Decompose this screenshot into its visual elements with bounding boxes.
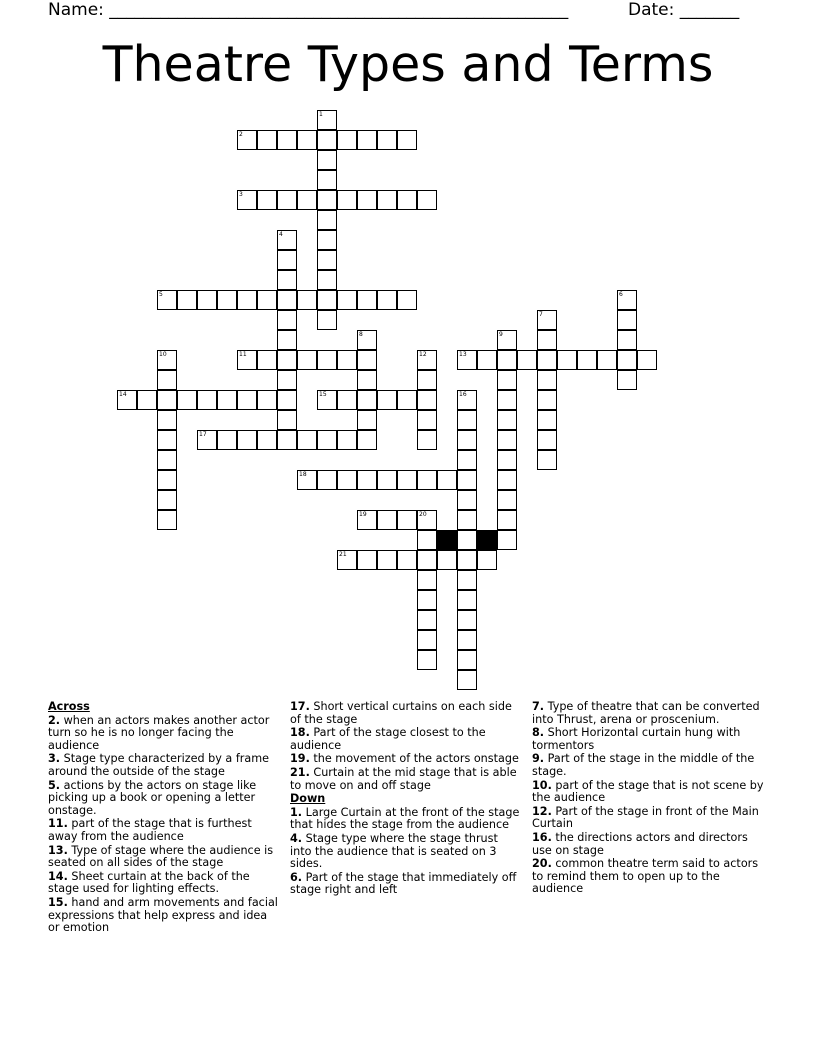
grid-cell[interactable] (537, 450, 557, 470)
clue-number: 20 (419, 511, 427, 518)
grid-cell[interactable] (457, 470, 477, 490)
clue-number-label: 1. (290, 805, 303, 819)
grid-cell[interactable] (537, 410, 557, 430)
grid-cell[interactable] (457, 570, 477, 590)
grid-cell[interactable] (377, 470, 397, 490)
grid-cell[interactable] (477, 350, 497, 370)
grid-cell[interactable] (377, 190, 397, 210)
clue-text: Part of the stage closest to the audience (290, 726, 486, 752)
clue-text: when an actors makes another actor turn so he is no longer facing the audience (48, 713, 270, 752)
page-title: Theatre Types and Terms (102, 36, 714, 93)
grid-cell[interactable] (517, 350, 537, 370)
grid-cell[interactable] (317, 290, 337, 310)
grid-cell[interactable] (457, 490, 477, 510)
clue-number-label: 8. (532, 726, 545, 740)
clue-text: part of the stage that is furthest away from the audience (48, 817, 252, 843)
grid-cell[interactable] (237, 350, 257, 370)
clue-number: 1 (319, 111, 323, 118)
grid-cell[interactable] (417, 610, 437, 630)
grid-cell[interactable] (317, 270, 337, 290)
clue-text: common theatre term said to actors to remind them to open up to the audience (532, 857, 759, 896)
clue-text: actions by the actors on stage like picking up a book or opening a letter onstage. (48, 778, 257, 817)
grid-cell[interactable] (357, 130, 377, 150)
grid-cell[interactable] (277, 290, 297, 310)
grid-cell[interactable] (217, 430, 237, 450)
clues-column-1 (48, 701, 280, 936)
clue-item (532, 806, 767, 831)
clue-number-label: 4. (290, 831, 303, 845)
grid-cell[interactable] (497, 390, 517, 410)
grid-cell[interactable] (157, 430, 177, 450)
grid-cell[interactable] (617, 350, 637, 370)
grid-cell[interactable] (597, 350, 617, 370)
grid-cell[interactable] (297, 430, 317, 450)
grid-cell[interactable] (337, 390, 357, 410)
grid-cell[interactable] (457, 650, 477, 670)
clue-number-label: 12. (532, 804, 552, 818)
grid-cell[interactable] (457, 630, 477, 650)
grid-cell[interactable] (417, 350, 437, 370)
grid-cell[interactable] (277, 310, 297, 330)
clues-column-3 (532, 701, 767, 897)
grid-cell[interactable] (237, 430, 257, 450)
clue-number-label: 21. (290, 765, 310, 779)
grid-cell[interactable] (337, 350, 357, 370)
clue-item (532, 701, 767, 726)
grid-cell[interactable] (457, 410, 477, 430)
clue-number-label: 6. (290, 870, 303, 884)
grid-cell[interactable] (217, 290, 237, 310)
clue-item (290, 701, 522, 726)
down-heading: Down (290, 792, 326, 806)
grid-cell[interactable] (297, 130, 317, 150)
clue-item (48, 715, 280, 753)
clue-number: 21 (339, 551, 347, 558)
grid-cell[interactable] (617, 370, 637, 390)
clue-number-label: 17. (290, 700, 310, 713)
grid-cell[interactable] (537, 310, 557, 330)
clue-text: Sheet curtain at the back of the stage used for lighting effects. (48, 869, 250, 896)
grid-cell[interactable] (497, 470, 517, 490)
grid-cell[interactable] (277, 410, 297, 430)
clue-text: Large Curtain at the front of the stage that hides the stage from the audience (290, 805, 520, 832)
grid-cell[interactable] (277, 230, 297, 250)
clue-item (532, 858, 767, 896)
grid-cell[interactable] (417, 550, 437, 570)
grid-cell[interactable] (197, 430, 217, 450)
grid-cell[interactable] (437, 550, 457, 570)
clue-item (48, 753, 280, 778)
grid-cell[interactable] (237, 190, 257, 210)
grid-cell[interactable] (257, 390, 277, 410)
grid-cell[interactable] (537, 390, 557, 410)
grid-cell[interactable] (197, 390, 217, 410)
grid-cell[interactable] (397, 550, 417, 570)
grid-cell[interactable] (317, 310, 337, 330)
grid-cell[interactable] (417, 570, 437, 590)
grid-cell[interactable] (557, 350, 577, 370)
grid-cell[interactable] (337, 130, 357, 150)
date-field[interactable]: Date: _______ (628, 0, 740, 20)
grid-cell[interactable] (417, 410, 437, 430)
grid-cell[interactable] (497, 450, 517, 470)
name-field[interactable]: Name: ______________________________________________________ (48, 0, 569, 20)
grid-cell[interactable] (457, 390, 477, 410)
grid-cell[interactable] (257, 430, 277, 450)
clue-item (48, 780, 280, 818)
clue-item (290, 767, 522, 792)
clue-number: 8 (359, 331, 363, 338)
grid-cell[interactable] (337, 430, 357, 450)
grid-cell[interactable] (637, 350, 657, 370)
clue-number: 5 (159, 291, 163, 298)
grid-cell[interactable] (257, 190, 277, 210)
grid-cell[interactable] (357, 410, 377, 430)
grid-cell[interactable] (317, 350, 337, 370)
grid-cell[interactable] (397, 390, 417, 410)
clue-text: the directions actors and directors use on stage (532, 830, 748, 857)
grid-cell[interactable] (457, 670, 477, 690)
clue-item (532, 753, 767, 778)
clue-text: hand and arm movements and facial expressions that help express and idea or emotion (48, 895, 278, 935)
grid-cell[interactable] (357, 510, 377, 530)
grid-cell[interactable] (417, 370, 437, 390)
grid-cell[interactable] (277, 430, 297, 450)
grid-cell[interactable] (377, 390, 397, 410)
grid-cell[interactable] (317, 110, 337, 130)
grid-cell[interactable] (457, 430, 477, 450)
clue-number: 10 (159, 351, 167, 358)
grid-cell[interactable] (197, 290, 217, 310)
across-heading: Across (48, 700, 90, 713)
clue-number-label: 13. (48, 843, 68, 857)
grid-cell[interactable] (317, 430, 337, 450)
clue-number: 14 (119, 391, 127, 398)
grid-cell[interactable] (617, 310, 637, 330)
grid-cell[interactable] (317, 170, 337, 190)
grid-cell[interactable] (617, 290, 637, 310)
grid-cell[interactable] (537, 350, 557, 370)
grid-cell[interactable] (417, 530, 437, 550)
clue-number: 19 (359, 511, 367, 518)
clue-text: Short vertical curtains on each side of the stage (290, 700, 512, 726)
clue-text: Type of stage where the audience is seated on all sides of the stage (48, 843, 274, 870)
grid-cell[interactable] (297, 290, 317, 310)
clue-text: Part of the stage in front of the Main Curtain (532, 804, 759, 831)
grid-cell[interactable] (357, 330, 377, 350)
clue-text: part of the stage that is not scene by the audience (532, 778, 764, 805)
grid-cell[interactable] (317, 230, 337, 250)
grid-cell[interactable] (357, 470, 377, 490)
clues-column-2 (290, 701, 522, 898)
clue-item (48, 845, 280, 870)
grid-cell[interactable] (157, 350, 177, 370)
grid-cell[interactable] (497, 430, 517, 450)
grid-cell[interactable] (317, 190, 337, 210)
grid-cell[interactable] (537, 370, 557, 390)
clue-text: Part of the stage that immediately off stage right and left (290, 870, 517, 897)
grid-cell[interactable] (277, 330, 297, 350)
grid-cell[interactable] (337, 550, 357, 570)
grid-cell[interactable] (277, 270, 297, 290)
grid-cell[interactable] (297, 350, 317, 370)
clue-number-label: 19. (290, 752, 310, 766)
clue-item (290, 753, 522, 766)
grid-cell[interactable] (477, 550, 497, 570)
grid-cell[interactable] (617, 330, 637, 350)
grid-cell[interactable] (357, 430, 377, 450)
grid-cell[interactable] (277, 350, 297, 370)
clue-item (290, 807, 522, 832)
clue-number-label: 11. (48, 817, 68, 831)
clue-number-label: 15. (48, 895, 68, 909)
grid-cell[interactable] (497, 410, 517, 430)
grid-cell[interactable] (417, 590, 437, 610)
grid-cell[interactable] (357, 370, 377, 390)
clue-number: 16 (459, 391, 467, 398)
clue-item (48, 818, 280, 843)
grid-cell[interactable] (357, 190, 377, 210)
grid-cell[interactable] (397, 190, 417, 210)
clue-number-label: 2. (48, 713, 61, 727)
grid-cell[interactable] (457, 610, 477, 630)
grid-cell[interactable] (137, 390, 157, 410)
grid-cell[interactable] (117, 390, 137, 410)
grid-cell[interactable] (377, 510, 397, 530)
grid-cell[interactable] (417, 630, 437, 650)
clue-number: 11 (239, 351, 247, 358)
grid-cell[interactable] (497, 490, 517, 510)
grid-cell[interactable] (277, 370, 297, 390)
grid-cell[interactable] (277, 250, 297, 270)
grid-cell[interactable] (257, 130, 277, 150)
grid-cell[interactable] (457, 550, 477, 570)
grid-cell[interactable] (357, 390, 377, 410)
grid-cell[interactable] (157, 450, 177, 470)
grid-cell[interactable] (237, 290, 257, 310)
grid-cell[interactable] (417, 650, 437, 670)
clue-item (290, 833, 522, 871)
clue-item (48, 897, 280, 935)
grid-cell[interactable] (157, 390, 177, 410)
clue-item (48, 871, 280, 896)
grid-cell[interactable] (457, 510, 477, 530)
grid-cell[interactable] (237, 130, 257, 150)
clue-number-label: 14. (48, 869, 68, 883)
grid-cell[interactable] (217, 390, 237, 410)
grid-cell[interactable] (457, 450, 477, 470)
clue-item (290, 727, 522, 752)
grid-cell[interactable] (317, 150, 337, 170)
grid-cell[interactable] (577, 350, 597, 370)
grid-cell[interactable] (537, 430, 557, 450)
grid-cell[interactable] (397, 290, 417, 310)
grid-cell[interactable] (377, 130, 397, 150)
grid-cell[interactable] (417, 190, 437, 210)
grid-cell[interactable] (157, 470, 177, 490)
grid-cell[interactable] (497, 530, 517, 550)
grid-cell[interactable] (157, 370, 177, 390)
grid-cell[interactable] (417, 470, 437, 490)
grid-cell[interactable] (317, 470, 337, 490)
clue-number-label: 5. (48, 778, 61, 792)
grid-cell[interactable] (397, 510, 417, 530)
clue-number-label: 18. (290, 726, 310, 740)
grid-cell[interactable] (457, 530, 477, 550)
grid-cell[interactable] (497, 330, 517, 350)
grid-cell[interactable] (157, 290, 177, 310)
grid-cell[interactable] (457, 590, 477, 610)
grid-cell[interactable] (317, 210, 337, 230)
grid-cell[interactable] (177, 390, 197, 410)
grid-cell[interactable] (437, 470, 457, 490)
grid-cell[interactable] (397, 130, 417, 150)
grid-cell[interactable] (277, 190, 297, 210)
clue-number: 12 (419, 351, 427, 358)
clue-number-label: 9. (532, 752, 545, 766)
clue-number-label: 10. (532, 778, 552, 792)
grid-block (437, 530, 457, 550)
clue-number-label: 7. (532, 700, 545, 713)
grid-cell[interactable] (357, 550, 377, 570)
grid-cell[interactable] (177, 290, 197, 310)
grid-cell[interactable] (417, 510, 437, 530)
clue-item (532, 832, 767, 857)
clue-number-label: 16. (532, 830, 552, 844)
clue-number: 4 (279, 231, 283, 238)
clue-number-label: 20. (532, 857, 552, 871)
clue-number: 18 (299, 471, 307, 478)
clue-number: 9 (499, 331, 503, 338)
clue-number: 3 (239, 191, 243, 198)
grid-cell[interactable] (417, 430, 437, 450)
clue-number-label: 3. (48, 752, 61, 766)
clue-number: 7 (539, 311, 543, 318)
grid-cell[interactable] (497, 350, 517, 370)
clue-text: Stage type characterized by a frame around the outside of the stage (48, 752, 269, 778)
clue-text: Type of theatre that can be converted into Thrust, arena or proscenium. (532, 700, 760, 726)
grid-cell[interactable] (257, 290, 277, 310)
grid-cell[interactable] (377, 550, 397, 570)
grid-cell[interactable] (497, 510, 517, 530)
clue-text: the movement of the actors onstage (309, 752, 519, 766)
grid-cell[interactable] (497, 370, 517, 390)
clue-number: 2 (239, 131, 243, 138)
grid-cell[interactable] (237, 390, 257, 410)
grid-cell[interactable] (337, 290, 357, 310)
grid-cell[interactable] (317, 390, 337, 410)
clue-item (532, 780, 767, 805)
clue-text: Part of the stage in the middle of the stage. (532, 752, 755, 778)
grid-block (477, 530, 497, 550)
grid-cell[interactable] (157, 490, 177, 510)
grid-cell[interactable] (357, 350, 377, 370)
clue-number: 15 (319, 391, 327, 398)
clue-text: Curtain at the mid stage that is able to move on and off stage (290, 765, 517, 792)
clue-number: 17 (199, 431, 207, 438)
grid-cell[interactable] (277, 130, 297, 150)
grid-cell[interactable] (157, 410, 177, 430)
clue-item (532, 727, 767, 752)
clue-text: Stage type where the stage thrust into the audience that is seated on 3 sides. (290, 831, 498, 871)
grid-cell[interactable] (157, 510, 177, 530)
grid-cell[interactable] (297, 470, 317, 490)
grid-cell[interactable] (297, 190, 317, 210)
grid-cell[interactable] (457, 350, 477, 370)
grid-cell[interactable] (417, 390, 437, 410)
grid-cell[interactable] (337, 470, 357, 490)
clue-text: Short Horizontal curtain hung with tormentors (532, 726, 741, 752)
clue-number: 13 (459, 351, 467, 358)
clue-number: 6 (619, 291, 623, 298)
grid-cell[interactable] (377, 290, 397, 310)
grid-cell[interactable] (357, 290, 377, 310)
grid-cell[interactable] (317, 130, 337, 150)
grid-cell[interactable] (337, 190, 357, 210)
grid-cell[interactable] (277, 390, 297, 410)
grid-cell[interactable] (317, 250, 337, 270)
grid-cell[interactable] (537, 330, 557, 350)
grid-cell[interactable] (257, 350, 277, 370)
grid-cell[interactable] (397, 470, 417, 490)
clue-item (290, 872, 522, 897)
